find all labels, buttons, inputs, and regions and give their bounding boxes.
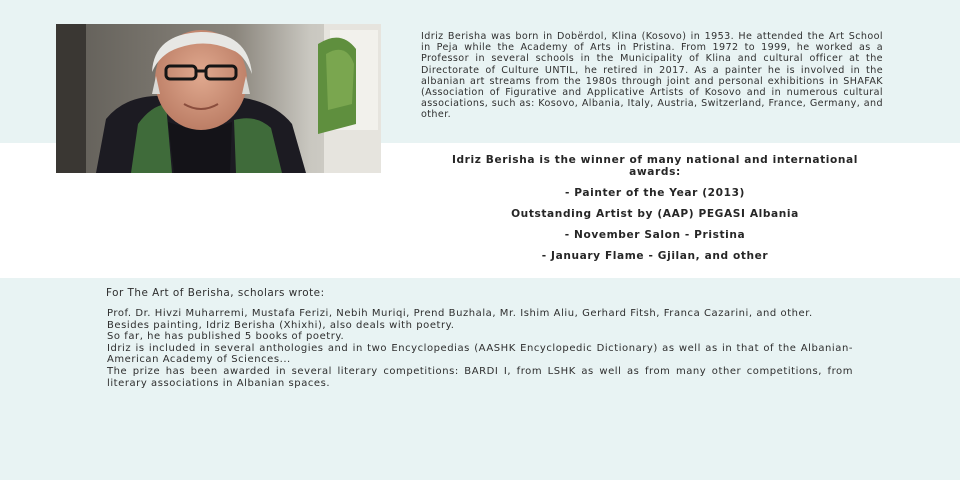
portrait-photo <box>56 24 381 173</box>
scholars-line: Besides painting, Idriz Berisha (Xhixhi), also deals with poetry. <box>107 319 455 331</box>
scholars-line: So far, he has published 5 books of poetry. <box>107 331 345 343</box>
awards-section <box>430 155 880 271</box>
scholars-line: Idriz is included in several anthologies and in two Encyclopedias (AASHK Encyclopedic Dictionary) as well as in that of the Albanian-American Academy of Sciences... <box>107 342 853 366</box>
scholars-title: For The Art of Berisha, scholars wrote: <box>106 287 325 299</box>
award-item: Outstanding Artist by (AAP) PEGASI Albania <box>511 208 799 220</box>
scholars-section <box>107 308 853 389</box>
scholars-line: Prof. Dr. Hivzi Muharremi, Mustafa Ferizi, Nebih Muriqi, Prend Buzhala, Mr. Ishim Aliu, Gerhard Fitsh, Franca Cazarini, and other. <box>107 308 813 319</box>
scholars-line: The prize has been awarded in several literary competitions: BARDI I, from LSHK as well as from many other competitions, from literary associations in Albanian spaces. <box>107 365 853 389</box>
award-item: - November Salon - Pristina <box>564 229 746 241</box>
award-item: - January Flame - Gjilan, and other <box>541 250 769 262</box>
biography-text: Idriz Berisha was born in Dobërdol, Klina (Kosovo) in 1953. He attended the Art School in Peja while the Academy of Arts in Pristina. From 1972 to 1999, he worked as a Professor in several schools in the Municipality of Klina and cultural officer at the Directorate of Culture UNTIL, he retired in 2017. As a painter he is involved in the albanian art streams from the 1980s through joint and personal exhibitions in SHAFAK (Association of Figurative and Applicative Artists of Kosovo and in numerous cultural associations, such as: Kosovo, Albania, Italy, Austria, Switzerland, France, Germany, and other. <box>421 31 883 121</box>
awards-heading: Idriz Berisha is the winner of many national and international awards: <box>451 154 859 178</box>
award-item: - Painter of the Year (2013) <box>564 187 745 199</box>
